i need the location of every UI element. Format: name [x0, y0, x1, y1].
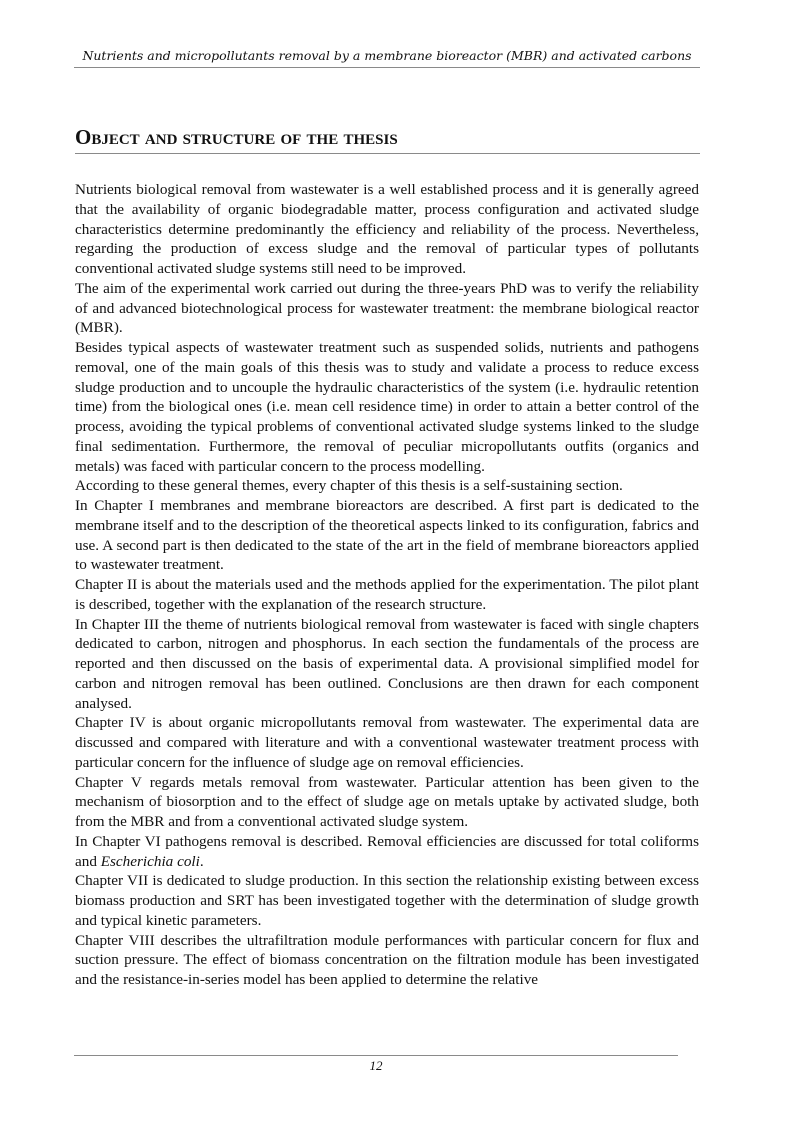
paragraph: Chapter VII is dedicated to sludge production. In this section the relationship existing between excess biomass production and SRT has been investigated together with the determination of sludge growth and typical kinetic parameters. — [75, 872, 699, 929]
paragraph: Chapter IV is about organic micropollutants removal from wastewater. The experimental data are discussed and compared with literature and with a conventional wastewater treatment process with particular concern for the influence of sludge age on removal efficiencies. — [75, 714, 699, 771]
section-title: Object and structure of the thesis — [75, 124, 700, 154]
paragraph: In Chapter I membranes and membrane bioreactors are described. A first part is dedicated to the membrane itself and to the description of the theoretical aspects linked to its configuration, fabrics and use. A second part is then dedicated to the state of the art in the field of membrane bioreactors applied to wastewater treatment. — [75, 497, 699, 574]
footer-rule — [74, 1055, 678, 1056]
running-header-title: Nutrients and micropollutants removal by a membrane bioreactor (MBR) and activated carbons — [82, 48, 692, 63]
body-text — [75, 180, 699, 990]
paragraph: Chapter V regards metals removal from wastewater. Particular attention has been given to the mechanism of biosorption and to the effect of sludge age on metals uptake by activated sludge, both from the MBR and from a conventional activated sludge system. — [75, 773, 699, 830]
page-number: 12 — [369, 1058, 383, 1073]
paragraph: Chapter VIII describes the ultrafiltration module performances with particular concern for flux and suction pressure. The effect of biomass concentration on the filtration module has been investigated and the resistance-in-series model has been applied to determine the relative — [75, 931, 699, 988]
paragraph: Chapter II is about the materials used and the methods applied for the experimentation. The pilot plant is described, together with the explanation of the research structure. — [75, 576, 699, 613]
paragraph: In Chapter III the theme of nutrients biological removal from wastewater is faced with single chapters dedicated to carbon, nitrogen and phosphorus. In each section the fundamentals of the process are reported and then discussed on the basis of experimental data. A provisional simplified model for carbon and nitrogen removal has been outlined. Conclusions are then drawn for each component analysed. — [75, 615, 699, 712]
paragraph: The aim of the experimental work carried out during the three-years PhD was to verify the reliability of and advanced biotechnological process for wastewater treatment: the membrane biological reactor (MBR). — [75, 279, 699, 337]
paragraph: According to these general themes, every chapter of this thesis is a self-sustaining section. — [75, 477, 623, 495]
paragraph-text: In Chapter VI pathogens removal is described. Removal efficiencies are discussed for total coliforms and — [75, 832, 699, 870]
paragraph: Besides typical aspects of wastewater treatment such as suspended solids, nutrients and pathogens removal, one of the main goals of this thesis was to study and validate a process to reduce excess sludge production and to uncouple the hydraulic characteristics of the system (i.e. hydraulic retention time) from the biological ones (i.e. mean cell residence time) in order to attain a better control of the process, avoiding the typical problems of conventional activated sludge systems linked to the sludge final sedimentation. Furthermore, the removal of peculiar micropollutants outfits (organics and metals) was faced with particular concern to the process modelling. — [75, 339, 699, 475]
species-name: Escherichia coli — [100, 852, 200, 870]
paragraph: Nutrients biological removal from wastewater is a well established process and it is generally agreed that the availability of organic biodegradable matter, process configuration and activated sludge characteristics determine predominantly the efficiency and reliability of the process. Nevertheless, regarding the production of excess sludge and the removal of particular types of pollutants conventional activated sludge systems still need to be improved. — [75, 181, 699, 277]
paragraph-text: . — [199, 852, 204, 870]
running-header — [74, 48, 700, 68]
paragraph-pathogens — [75, 832, 699, 872]
